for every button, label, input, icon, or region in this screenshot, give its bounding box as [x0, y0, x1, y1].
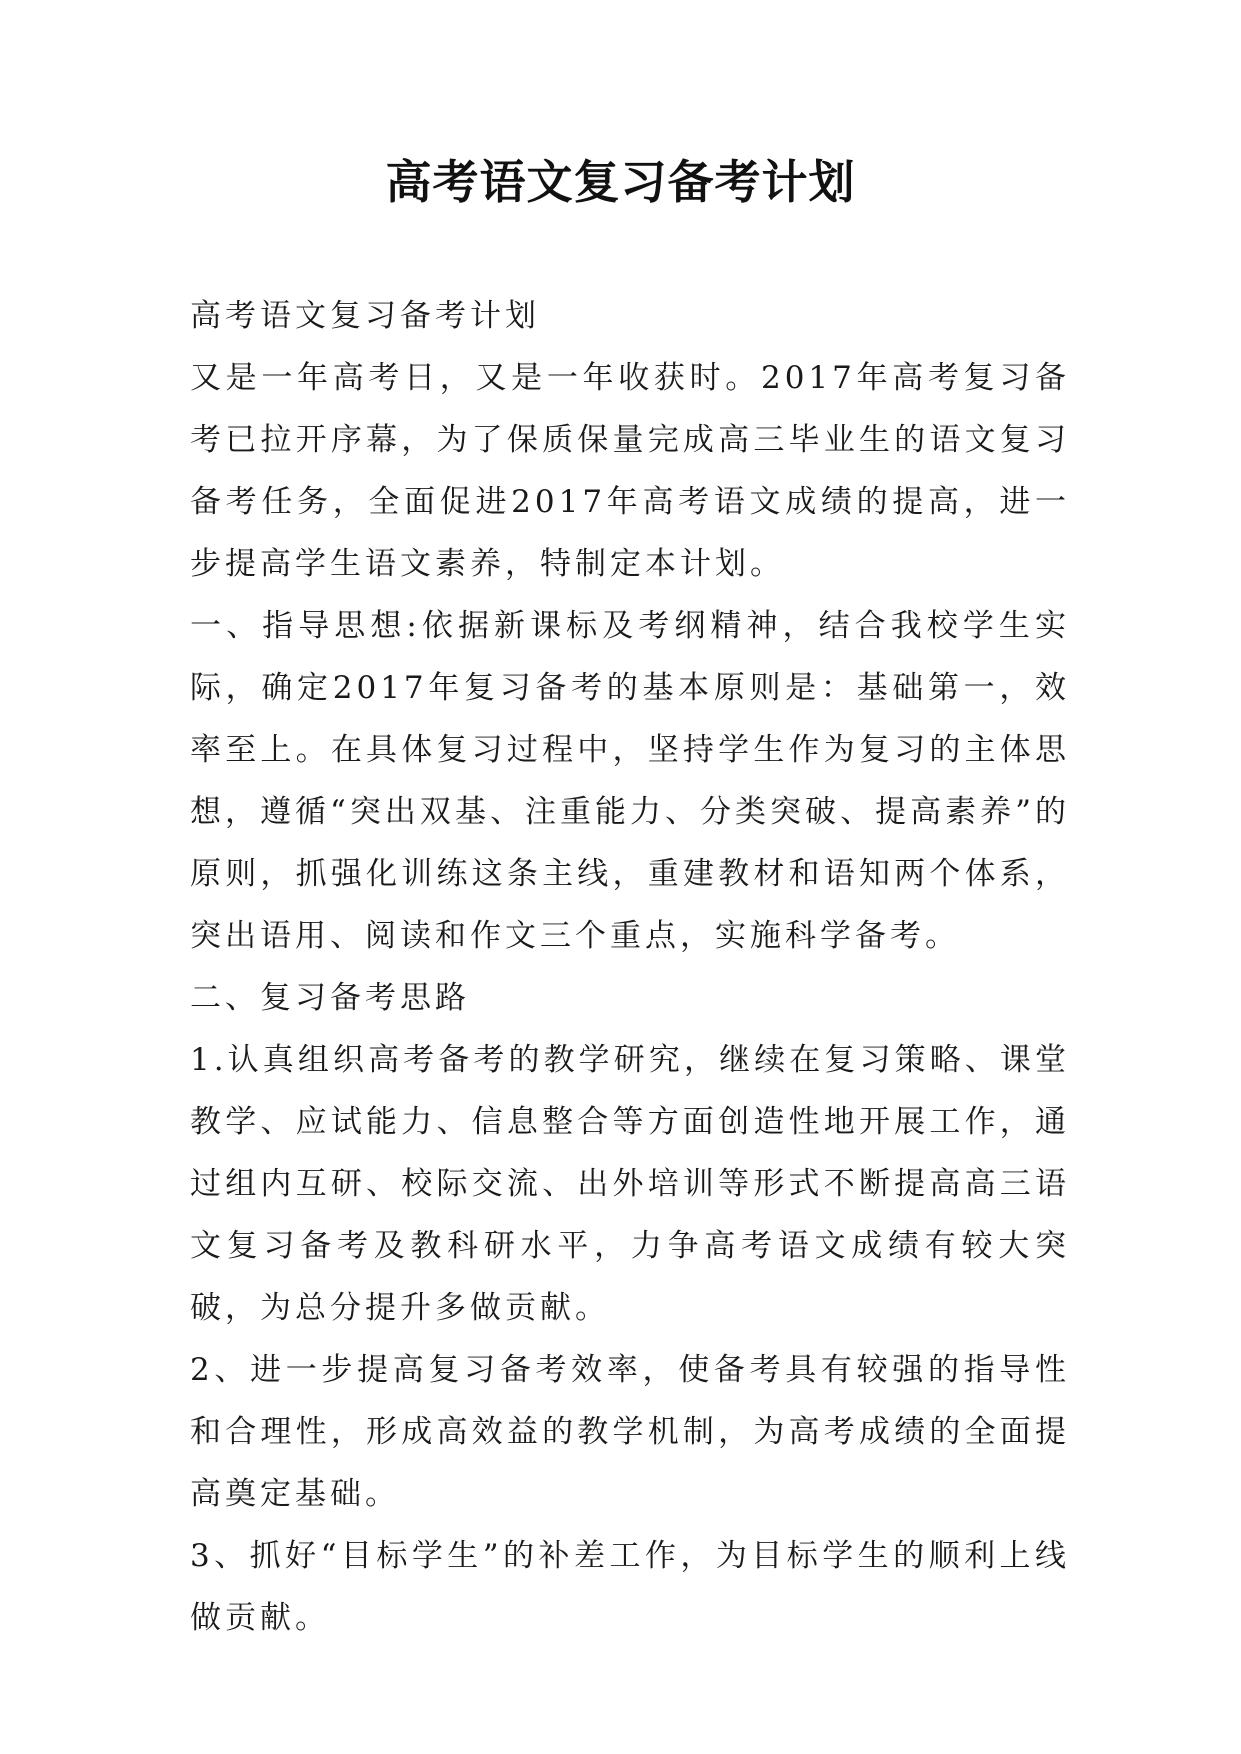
paragraph-item-1: 1.认真组织高考备考的教学研究，继续在复习策略、课堂教学、应试能力、信息整合等方面创造性地开展工作，通过组内互研、校际交流、出外培训等形式不断提高高三语文复习备考及教科研水平，力争高考语文成绩有较大突破，为总分提升多做贡献。	[190, 1042, 1070, 1326]
document-title: 高考语文复习备考计划	[385, 155, 856, 209]
section-heading-review-approach: 二、复习备考思路	[190, 980, 470, 1016]
paragraph-item-2: 2、进一步提高复习备考效率，使备考具有较强的指导性和合理性，形成高效益的教学机制，为高考成绩的全面提高奠定基础。	[190, 1352, 1070, 1512]
paragraph-intro: 又是一年高考日，又是一年收获时。2017年高考复习备考已拉开序幕，为了保质保量完成高三毕业生的语文复习备考任务，全面促进2017年高考语文成绩的提高，进一步提高学生语文素养，特制定本计划。	[190, 360, 1070, 582]
paragraph-item-3: 3、抓好“目标学生”的补差工作，为目标学生的顺利上线做贡献。	[190, 1538, 1070, 1636]
paragraph-subtitle: 高考语文复习备考计划	[190, 298, 540, 334]
document-body	[190, 285, 1070, 1649]
paragraph-guiding-ideology: 一、指导思想:依据新课标及考纲精神，结合我校学生实际，确定2017年复习备考的基本原则是：基础第一，效率至上。在具体复习过程中，坚持学生作为复习的主体思想，遵循“突出双基、注重能力、分类突破、提高素养”的原则，抓强化训练这条主线，重建教材和语知两个体系，突出语用、阅读和作文三个重点，实施科学备考。	[190, 608, 1070, 954]
